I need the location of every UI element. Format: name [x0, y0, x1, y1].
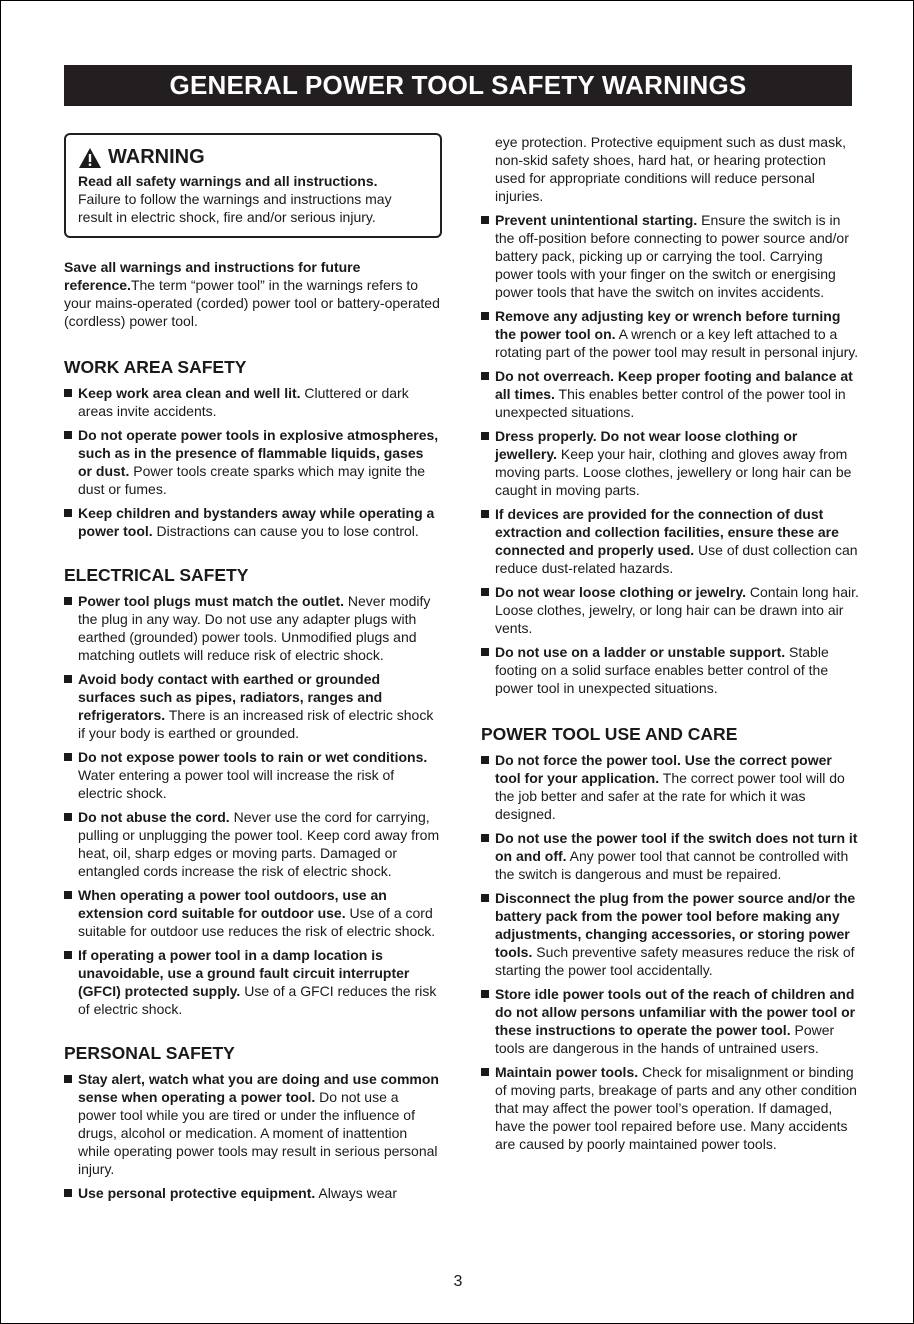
- intro-text: The term “power tool” in the warnings refers to your mains-operated (corded) power tool or battery-operated (cordless) power tool.: [64, 277, 440, 329]
- section-title-electrical: ELECTRICAL SAFETY: [64, 565, 249, 585]
- item-bold: Stay alert, watch what you are doing and use common sense when operating a power tool.: [78, 1071, 439, 1105]
- item-bold: Power tool plugs must match the outlet.: [78, 593, 345, 609]
- bullet-square-icon: [64, 675, 72, 683]
- item-bold: Do not use on a ladder or unstable support.: [495, 644, 786, 660]
- item-bold: If devices are provided for the connection of dust extraction and collection facilities, ensure these are connected and properly used.: [495, 506, 839, 558]
- item-bold: Keep work area clean and well lit.: [78, 385, 301, 401]
- item-bold: Do not abuse the cord.: [78, 809, 230, 825]
- item-text: Stable footing on a solid surface enables better control of the power tool in unexpected situations.: [495, 644, 829, 696]
- item-text: Check for misalignment or binding of moving parts, breakage of parts and any other condition that may affect the power tool’s operation. If damaged, have the power tool repaired before use. Many accidents are caused by poorly maintained power tools.: [495, 1064, 857, 1152]
- item-text: Do not use a power tool while you are tired or under the influence of drugs, alcohol or medication. A moment of inattention while operating power tools may result in serious personal injury.: [78, 1089, 438, 1177]
- item-bold: Do not force the power tool. Use the correct power tool for your application.: [495, 752, 832, 786]
- item-bold: Do not operate power tools in explosive atmospheres, such as in the presence of flammable liquids, gases or dust.: [78, 427, 439, 479]
- bullet-square-icon: [481, 588, 489, 596]
- item-text: Keep your hair, clothing and gloves away from moving parts. Loose clothes, jewellery or long hair can be caught in moving parts.: [495, 446, 852, 498]
- bullet-square-icon: [64, 597, 72, 605]
- list-item: [64, 426, 440, 498]
- item-bold: Keep children and bystanders away while operating a power tool.: [78, 505, 435, 539]
- page-title-banner: [64, 65, 852, 106]
- bullet-square-icon: [481, 216, 489, 224]
- item-bold: Do not wear loose clothing or jewelry.: [495, 584, 747, 600]
- item-text: Use of a GFCI reduces the risk of electric shock.: [78, 983, 437, 1017]
- item-bold: Prevent unintentional starting.: [495, 212, 698, 228]
- bullet-square-icon: [64, 1075, 72, 1083]
- bullet-square-icon: [481, 894, 489, 902]
- section-title-work-area: WORK AREA SAFETY: [64, 357, 247, 377]
- bullet-square-icon: [64, 509, 72, 517]
- list-item: [64, 946, 440, 1018]
- item-bold: When operating a power tool outdoors, use an extension cord suitable for outdoor use.: [78, 887, 387, 921]
- list-item: [64, 886, 440, 940]
- intro-paragraph: [64, 258, 440, 330]
- item-text: Never modify the plug in any way. Do not use any adapter plugs with earthed (grounded) power tools. Unmodified plugs and matching outlets will reduce risk of electric shock.: [78, 593, 431, 663]
- list-item: [481, 889, 859, 979]
- list-item: [481, 1063, 859, 1153]
- list-item: [481, 427, 859, 499]
- bullet-square-icon: [481, 432, 489, 440]
- list-item: [64, 748, 440, 802]
- section-title-tool-use: POWER TOOL USE AND CARE: [481, 724, 738, 744]
- warning-header: [78, 146, 428, 169]
- item-text: This enables better control of the power tool in unexpected situations.: [495, 386, 846, 420]
- section-title-personal: PERSONAL SAFETY: [64, 1043, 235, 1063]
- item-text: Use of dust collection can reduce dust-related hazards.: [495, 542, 858, 576]
- item-bold: Disconnect the plug from the power source and/or the battery pack from the power tool before making any adjustments, changing accessories, or storing power tools.: [495, 890, 856, 960]
- item-bold: Do not overreach. Keep proper footing and balance at all times.: [495, 368, 853, 402]
- bullet-square-icon: [481, 510, 489, 518]
- item-bold: Remove any adjusting key or wrench before turning the power tool on.: [495, 308, 841, 342]
- item-bold: Use personal protective equipment.: [78, 1185, 316, 1201]
- list-item: [481, 583, 859, 637]
- bullet-square-icon: [64, 389, 72, 397]
- list-item: [64, 670, 440, 742]
- list-item: [481, 307, 859, 361]
- list-item: [481, 829, 859, 883]
- item-text: Power tools create sparks which may ignite the dust or fumes.: [78, 463, 426, 497]
- item-bold: Maintain power tools.: [495, 1064, 639, 1080]
- list-item: [64, 504, 440, 540]
- bullet-square-icon: [64, 431, 72, 439]
- item-text: A wrench or a key left attached to a rotating part of the power tool may result in personal injury.: [495, 326, 859, 360]
- right-column: [481, 133, 859, 1153]
- item-text: Use of a cord suitable for outdoor use reduces the risk of electric shock.: [78, 905, 436, 939]
- bullet-square-icon: [64, 813, 72, 821]
- bullet-square-icon: [481, 990, 489, 998]
- item-text: Any power tool that cannot be controlled with the switch is dangerous and must be repaired.: [495, 848, 849, 882]
- intro-bold: Save all warnings and instructions for future reference.: [64, 259, 361, 293]
- list-item: [64, 592, 440, 664]
- list-item: [64, 384, 440, 420]
- item-text: Water entering a power tool will increase the risk of electric shock.: [78, 767, 395, 801]
- bullet-square-icon: [481, 834, 489, 842]
- item-bold: Store idle power tools out of the reach of children and do not allow persons unfamiliar with the power tool or these instructions to operate the power tool.: [495, 986, 856, 1038]
- page-title: GENERAL POWER TOOL SAFETY WARNINGS: [169, 70, 747, 100]
- bullet-square-icon: [64, 951, 72, 959]
- item-text: Always wear: [315, 1185, 397, 1201]
- bullet-square-icon: [64, 753, 72, 761]
- bullet-square-icon: [481, 648, 489, 656]
- warning-triangle-icon: [78, 147, 102, 169]
- item-text: Ensure the switch is in the off-position before connecting to power source and/or battery pack, picking up or carrying the tool. Carrying power tools with your finger on the switch or energising power tools that have the switch on invites accidents.: [495, 212, 849, 300]
- item-text: Distractions can cause you to lose control.: [152, 523, 419, 539]
- left-column: [64, 133, 440, 1202]
- warning-box: [64, 133, 442, 238]
- bullet-square-icon: [481, 312, 489, 320]
- continued-paragraph: eye protection. Protective equipment such as dust mask, non-skid safety shoes, hard hat, or hearing protection used for appropriate conditions will reduce personal injuries.: [495, 134, 846, 204]
- item-bold: Do not expose power tools to rain or wet conditions.: [78, 749, 428, 765]
- list-item: [481, 643, 859, 697]
- list-item: [481, 211, 859, 301]
- item-text: Never use the cord for carrying, pulling or unplugging the power tool. Keep cord away from heat, oil, sharp edges or moving parts. Damaged or entangled cords increase the risk of electric shock.: [78, 809, 440, 879]
- list-item: [64, 1184, 440, 1202]
- warning-bold-text: Read all safety warnings and all instructions.: [78, 173, 378, 189]
- list-item: [481, 367, 859, 421]
- bullet-square-icon: [481, 756, 489, 764]
- page-number: 3: [453, 1273, 463, 1290]
- item-bold: Avoid body contact with earthed or grounded surfaces such as pipes, radiators, ranges and refrigerators.: [78, 671, 383, 723]
- item-bold: Dress properly. Do not wear loose clothing or jewellery.: [495, 428, 798, 462]
- list-item: [64, 1070, 440, 1178]
- item-text: Power tools are dangerous in the hands of untrained users.: [495, 1022, 835, 1056]
- item-bold: Do not use the power tool if the switch does not turn it on and off.: [495, 830, 858, 864]
- warning-text: Failure to follow the warnings and instructions may result in electric shock, fire and/or serious injury.: [78, 191, 392, 225]
- item-text: Contain long hair. Loose clothes, jewelry, or long hair can be drawn into air vents.: [495, 584, 859, 636]
- list-item: [481, 505, 859, 577]
- bullet-square-icon: [481, 1068, 489, 1076]
- warning-title: WARNING: [108, 146, 205, 168]
- bullet-square-icon: [64, 1189, 72, 1197]
- bullet-square-icon: [481, 372, 489, 380]
- item-text: The correct power tool will do the job better and safer at the rate for which it was designed.: [495, 770, 845, 822]
- bullet-square-icon: [64, 891, 72, 899]
- list-item: [481, 751, 859, 823]
- item-text: Such preventive safety measures reduce the risk of starting the power tool accidentally.: [495, 944, 855, 978]
- list-item: [481, 985, 859, 1057]
- item-text: There is an increased risk of electric shock if your body is earthed or grounded.: [78, 707, 434, 741]
- item-text: Cluttered or dark areas invite accidents.: [78, 385, 409, 419]
- list-item: [64, 808, 440, 880]
- item-bold: If operating a power tool in a damp location is unavoidable, use a ground fault circuit interrupter (GFCI) protected supply.: [78, 947, 410, 999]
